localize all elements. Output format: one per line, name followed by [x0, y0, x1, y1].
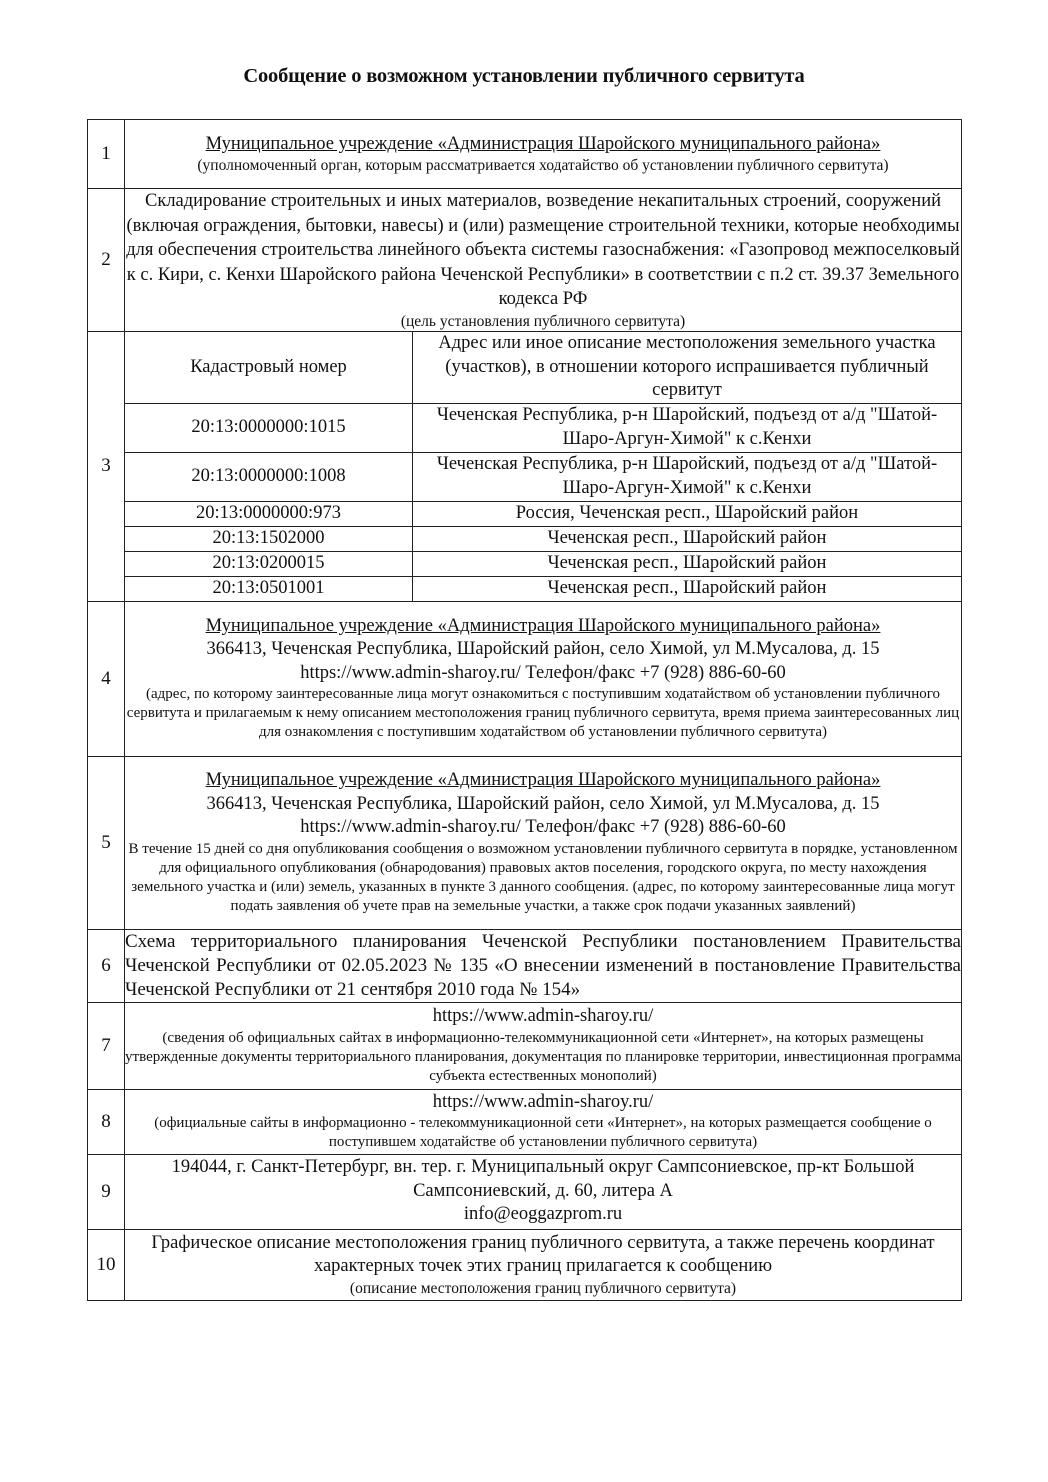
website-note: (сведения об официальных сайтах в информационно-телекоммуникационной сети «Интернет», на которых размещены утвержденные документы территориального планирования, документация по планировке территории, инвестиционная программа субъекта естественных монополий)	[125, 1029, 961, 1084]
purpose-note: (цель установления публичного сервитута)	[400, 312, 686, 330]
table-row-10	[88, 1229, 962, 1300]
row-number: 8	[88, 1089, 125, 1154]
table-row-5	[88, 756, 962, 929]
org-address: 366413, Чеченская Республика, Шаройский район, село Химой, ул М.Мусалова, д. 15	[206, 639, 880, 660]
parcel-address: Россия, Чеченская респ., Шаройский район	[413, 501, 962, 526]
parcel-row	[125, 452, 961, 501]
document-title: Сообщение о возможном установлении публичного сервитута	[243, 65, 805, 87]
parcel-cadastral: 20:13:0501001	[125, 576, 413, 601]
row-number: 9	[88, 1154, 125, 1229]
applicant-email[interactable]: info@eoggazprom.ru	[463, 1204, 623, 1225]
application-note: В течение 15 дней со дня опубликования сообщения о возможном установлении публичного сервитута в порядке, установленном для официального опубликования (обнародования) правовых актов поселения, городского округа, по месту нахождения земельного участка и (или) земель, указанных в пункте 3 данного сообщения. (адрес, по которому заинтересованные лица могут подать заявления об учете прав на земельные участки, а также срок подачи указанных заявлений)	[128, 840, 958, 914]
parcel-cadastral: 20:13:0000000:973	[125, 501, 413, 526]
parcel-row	[125, 501, 961, 526]
parcel-address: Чеченская респ., Шаройский район	[413, 551, 962, 576]
org-contact: https://www.admin-sharoy.ru/ Телефон/факс +7 (928) 886-60-60	[300, 662, 786, 683]
parcel-cadastral: 20:13:0200015	[125, 551, 413, 576]
row-number: 5	[88, 756, 125, 929]
review-note: (адрес, по которому заинтересованные лица могут ознакомиться с поступившим ходатайством об установлении публичного сервитута и прилагаемым к нему описанием местоположения границ публичного сервитута, время приема заинтересованных лиц для ознакомления с поступившим ходатайством об установлении публичного сервитута)	[126, 686, 960, 741]
row-number: 1	[88, 120, 125, 189]
website-link[interactable]: https://www.admin-sharoy.ru/	[432, 1006, 654, 1027]
parcel-cadastral: 20:13:0000000:1015	[125, 403, 413, 452]
row-number: 7	[88, 1002, 125, 1089]
parcel-row	[125, 576, 961, 601]
row-number: 3	[88, 332, 125, 602]
website-note: (официальные сайты в информационно - телекоммуникационной сети «Интернет», на которых размещается сообщение о поступившем ходатайстве об установлении публичного сервитута)	[154, 1115, 932, 1151]
org-address: 366413, Чеченская Республика, Шаройский район, село Химой, ул М.Мусалова, д. 15	[206, 793, 880, 814]
parcel-row	[125, 526, 961, 551]
parcel-row	[125, 403, 961, 452]
graphic-description: Графическое описание местоположения границ публичного сервитута, а также перечень координат характерных точек этих границ прилагается к сообщению	[151, 1232, 935, 1276]
table-row-1	[88, 120, 962, 189]
table-row-4	[88, 601, 962, 756]
parcel-address: Чеченская Республика, р-н Шаройский, подъезд от а/д "Шатой-Шаро-Аргун-Химой" к с.Кенхи	[413, 452, 962, 501]
graphic-description-note: (описание местоположения границ публичного сервитута)	[349, 1279, 737, 1297]
row-number: 10	[88, 1229, 125, 1300]
territorial-planning-scheme: Схема территориального планирования Чеченской Республики постановлением Правительства Чеченской Республики от 02.05.2023 № 135 «О внесении изменений в постановление Правительства Чеченской Республики от 21 сентября 2010 года № 154»	[125, 930, 961, 1000]
parcel-address: Чеченская респ., Шаройский район	[413, 576, 962, 601]
org-name: Муниципальное учреждение «Администрация Шаройского муниципального района»	[205, 770, 881, 791]
row-number: 6	[88, 929, 125, 1002]
table-row-8	[88, 1089, 962, 1154]
row-number: 2	[88, 189, 125, 332]
authority-note: (уполномоченный орган, которым рассматривается ходатайство об установлении публичного сервитута)	[197, 157, 889, 175]
table-row-7	[88, 1002, 962, 1089]
org-contact: https://www.admin-sharoy.ru/ Телефон/факс +7 (928) 886-60-60	[300, 817, 786, 838]
header-cadastral: Кадастровый номер	[125, 332, 413, 403]
parcels-table	[125, 332, 961, 601]
table-row-3	[88, 332, 962, 602]
servitude-purpose: Складирование строительных и иных материалов, возведение некапитальных строений, сооружений (включая ограждения, бытовки, навесы) и (или) размещение строительной техники, которые необходимы для обеспечения строительства линейного объекта системы газоснабжения: «Газопровод межпоселковый к с. Кири, с. Кенхи Шаройского района Чеченской Республики» в соответствии с п.2 ст. 39.37 Земельного кодекса РФ	[126, 191, 960, 310]
table-row-2	[88, 189, 962, 332]
parcel-cadastral: 20:13:1502000	[125, 526, 413, 551]
parcel-address: Чеченская респ., Шаройский район	[413, 526, 962, 551]
website-link[interactable]: https://www.admin-sharoy.ru/	[432, 1091, 654, 1112]
org-name: Муниципальное учреждение «Администрация Шаройского муниципального района»	[205, 615, 881, 636]
parcel-address: Чеченская Республика, р-н Шаройский, подъезд от а/д "Шатой-Шаро-Аргун-Химой" к с.Кенхи	[413, 403, 962, 452]
servitude-table	[87, 119, 962, 1301]
parcel-cadastral: 20:13:0000000:1008	[125, 452, 413, 501]
table-row-6	[88, 929, 962, 1002]
table-row-9	[88, 1154, 962, 1229]
header-address: Адрес или иное описание местоположения земельного участка (участков), в отношении которого испрашивается публичный сервитут	[413, 332, 962, 403]
parcels-header	[125, 332, 961, 403]
row-number: 4	[88, 601, 125, 756]
applicant-address: 194044, г. Санкт-Петербург, вн. тер. г. Муниципальный округ Сампсониевское, пр-кт Большой Сампсониевский, д. 60, литера А	[171, 1157, 915, 1201]
parcel-row	[125, 551, 961, 576]
authority-name: Муниципальное учреждение «Администрация Шаройского муниципального района»	[205, 133, 881, 154]
